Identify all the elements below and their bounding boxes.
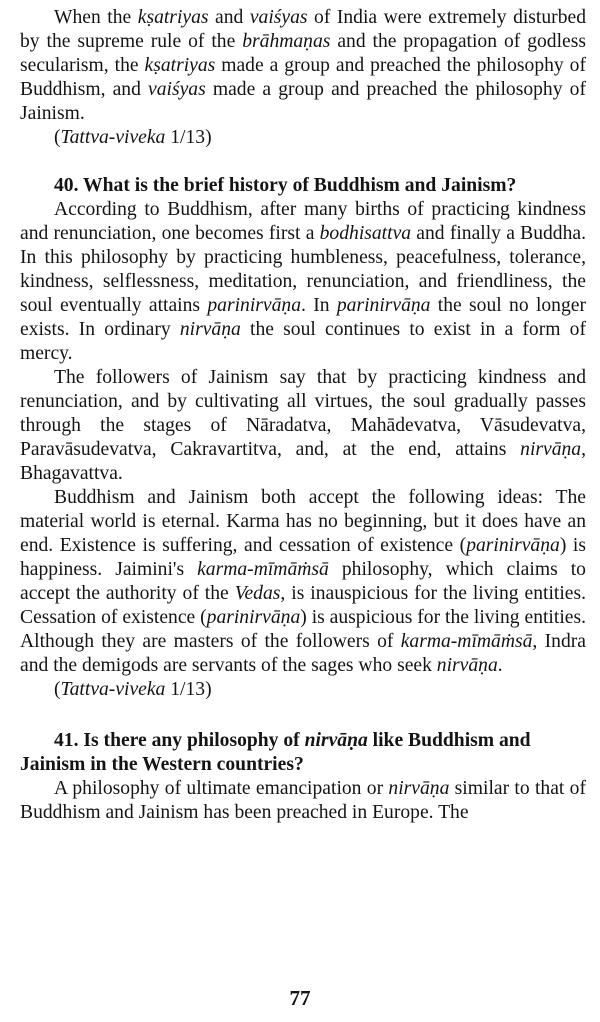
text: Buddhism and Jainism both accept the following ideas: The material world is eternal. Karma has no beginning, but it does have an end. Existence is suffering, and cessation of existence ( — [20, 487, 586, 556]
term: parinirvāṇa — [207, 295, 301, 316]
text: ) is happiness. Jaimini's — [20, 535, 586, 580]
term: bodhisattva — [319, 223, 412, 244]
text: and finally a Buddha. In this philosophy by practicing humbleness, peacefulness, tolerance, kindness, selflessness, meditation, renunciation, and friendliness, the soul eventually attains — [20, 223, 586, 316]
term: Vedas — [234, 583, 281, 604]
text: . — [497, 655, 503, 676]
text: 1/13) — [165, 127, 212, 148]
text: According to Buddhism, after many births of practicing kindness and renunciation, one becomes first a — [20, 199, 586, 244]
text: made a group and preached the philosophy of Jainism. — [20, 79, 586, 124]
paragraph-buddhism-history — [20, 198, 586, 366]
text: like Buddhism and Jainism in the Western countries? — [20, 730, 531, 775]
term: nirvāṇa — [436, 655, 498, 676]
term: kṣatriyas — [137, 7, 209, 28]
term: karma-mīmāṁsā — [400, 631, 533, 652]
text: , is inauspicious for the living entities. Cessation of existence ( — [20, 583, 586, 628]
page-content — [20, 6, 586, 825]
term: nirvāṇa — [388, 778, 450, 799]
citation-tattva-viveka — [20, 678, 586, 702]
term: nirvāṇa — [304, 730, 368, 751]
text: the soul continues to exist in a form of mercy. — [20, 319, 586, 364]
text: The followers of Jainism say that by practicing kindness and renunciation, and by cultivating all virtues, the soul gradually passes through the stages of Nāradatva, Mahādevatva, Vāsudevatva, Paravāsudevatva, Cakravartitva, and, at the end, attains — [20, 367, 586, 460]
text: ) is auspicious for the living entities. Although they are masters of the followers of — [20, 607, 586, 652]
text: , Bhagavattva. — [20, 439, 586, 484]
term: vaiśyas — [148, 79, 206, 100]
term: parinirvāṇa — [336, 295, 431, 316]
term: brāhmaṇas — [242, 31, 331, 52]
term: karma-mīmāṁsā — [197, 559, 329, 580]
term: nirvāṇa — [520, 439, 582, 460]
term: nirvāṇa — [179, 319, 241, 340]
text: 41. Is there any philosophy of — [54, 730, 305, 751]
text: the soul no longer exists. In ordinary — [20, 295, 586, 340]
text: made a group and preached the philosophy of Buddhism, and — [20, 55, 586, 100]
paragraph-jainism-stages — [20, 366, 586, 486]
text: philosophy, which claims to accept the authority of the — [20, 559, 586, 604]
question-41-heading — [20, 729, 586, 777]
text: and the propagation of godless secularism, the — [20, 31, 586, 76]
citation-tattva-viveka — [20, 126, 586, 150]
text: 1/13) — [165, 679, 212, 700]
text: , Indra and the demigods are servants of the sages who seek — [20, 631, 586, 676]
paragraph-kshatriyas-vaishyas — [20, 6, 586, 126]
text: . In — [301, 295, 337, 316]
paragraph-western-philosophy — [20, 777, 586, 825]
text: When the — [54, 7, 138, 28]
question-40-heading: 40. What is the brief history of Buddhism and Jainism? — [54, 175, 517, 196]
text: similar to that of Buddhism and Jainism has been preached in Europe. The — [20, 778, 586, 823]
text: and — [208, 7, 250, 28]
term: Tattva-viveka — [60, 127, 166, 148]
page-number: 77 — [289, 986, 311, 1010]
term: parinirvāṇa — [466, 535, 560, 556]
text: A philosophy of ultimate emancipation or — [54, 778, 389, 799]
term: parinirvāṇa — [206, 607, 301, 628]
text: ( — [54, 679, 61, 700]
paragraph-shared-ideas — [20, 486, 586, 678]
text: of India were extremely disturbed by the supreme rule of the — [20, 7, 586, 52]
term: Tattva-viveka — [60, 679, 166, 700]
spacer — [20, 150, 586, 174]
text: ( — [54, 127, 61, 148]
spacer — [20, 702, 586, 729]
term: kṣatriyas — [144, 55, 216, 76]
term: vaiśyas — [249, 7, 308, 28]
